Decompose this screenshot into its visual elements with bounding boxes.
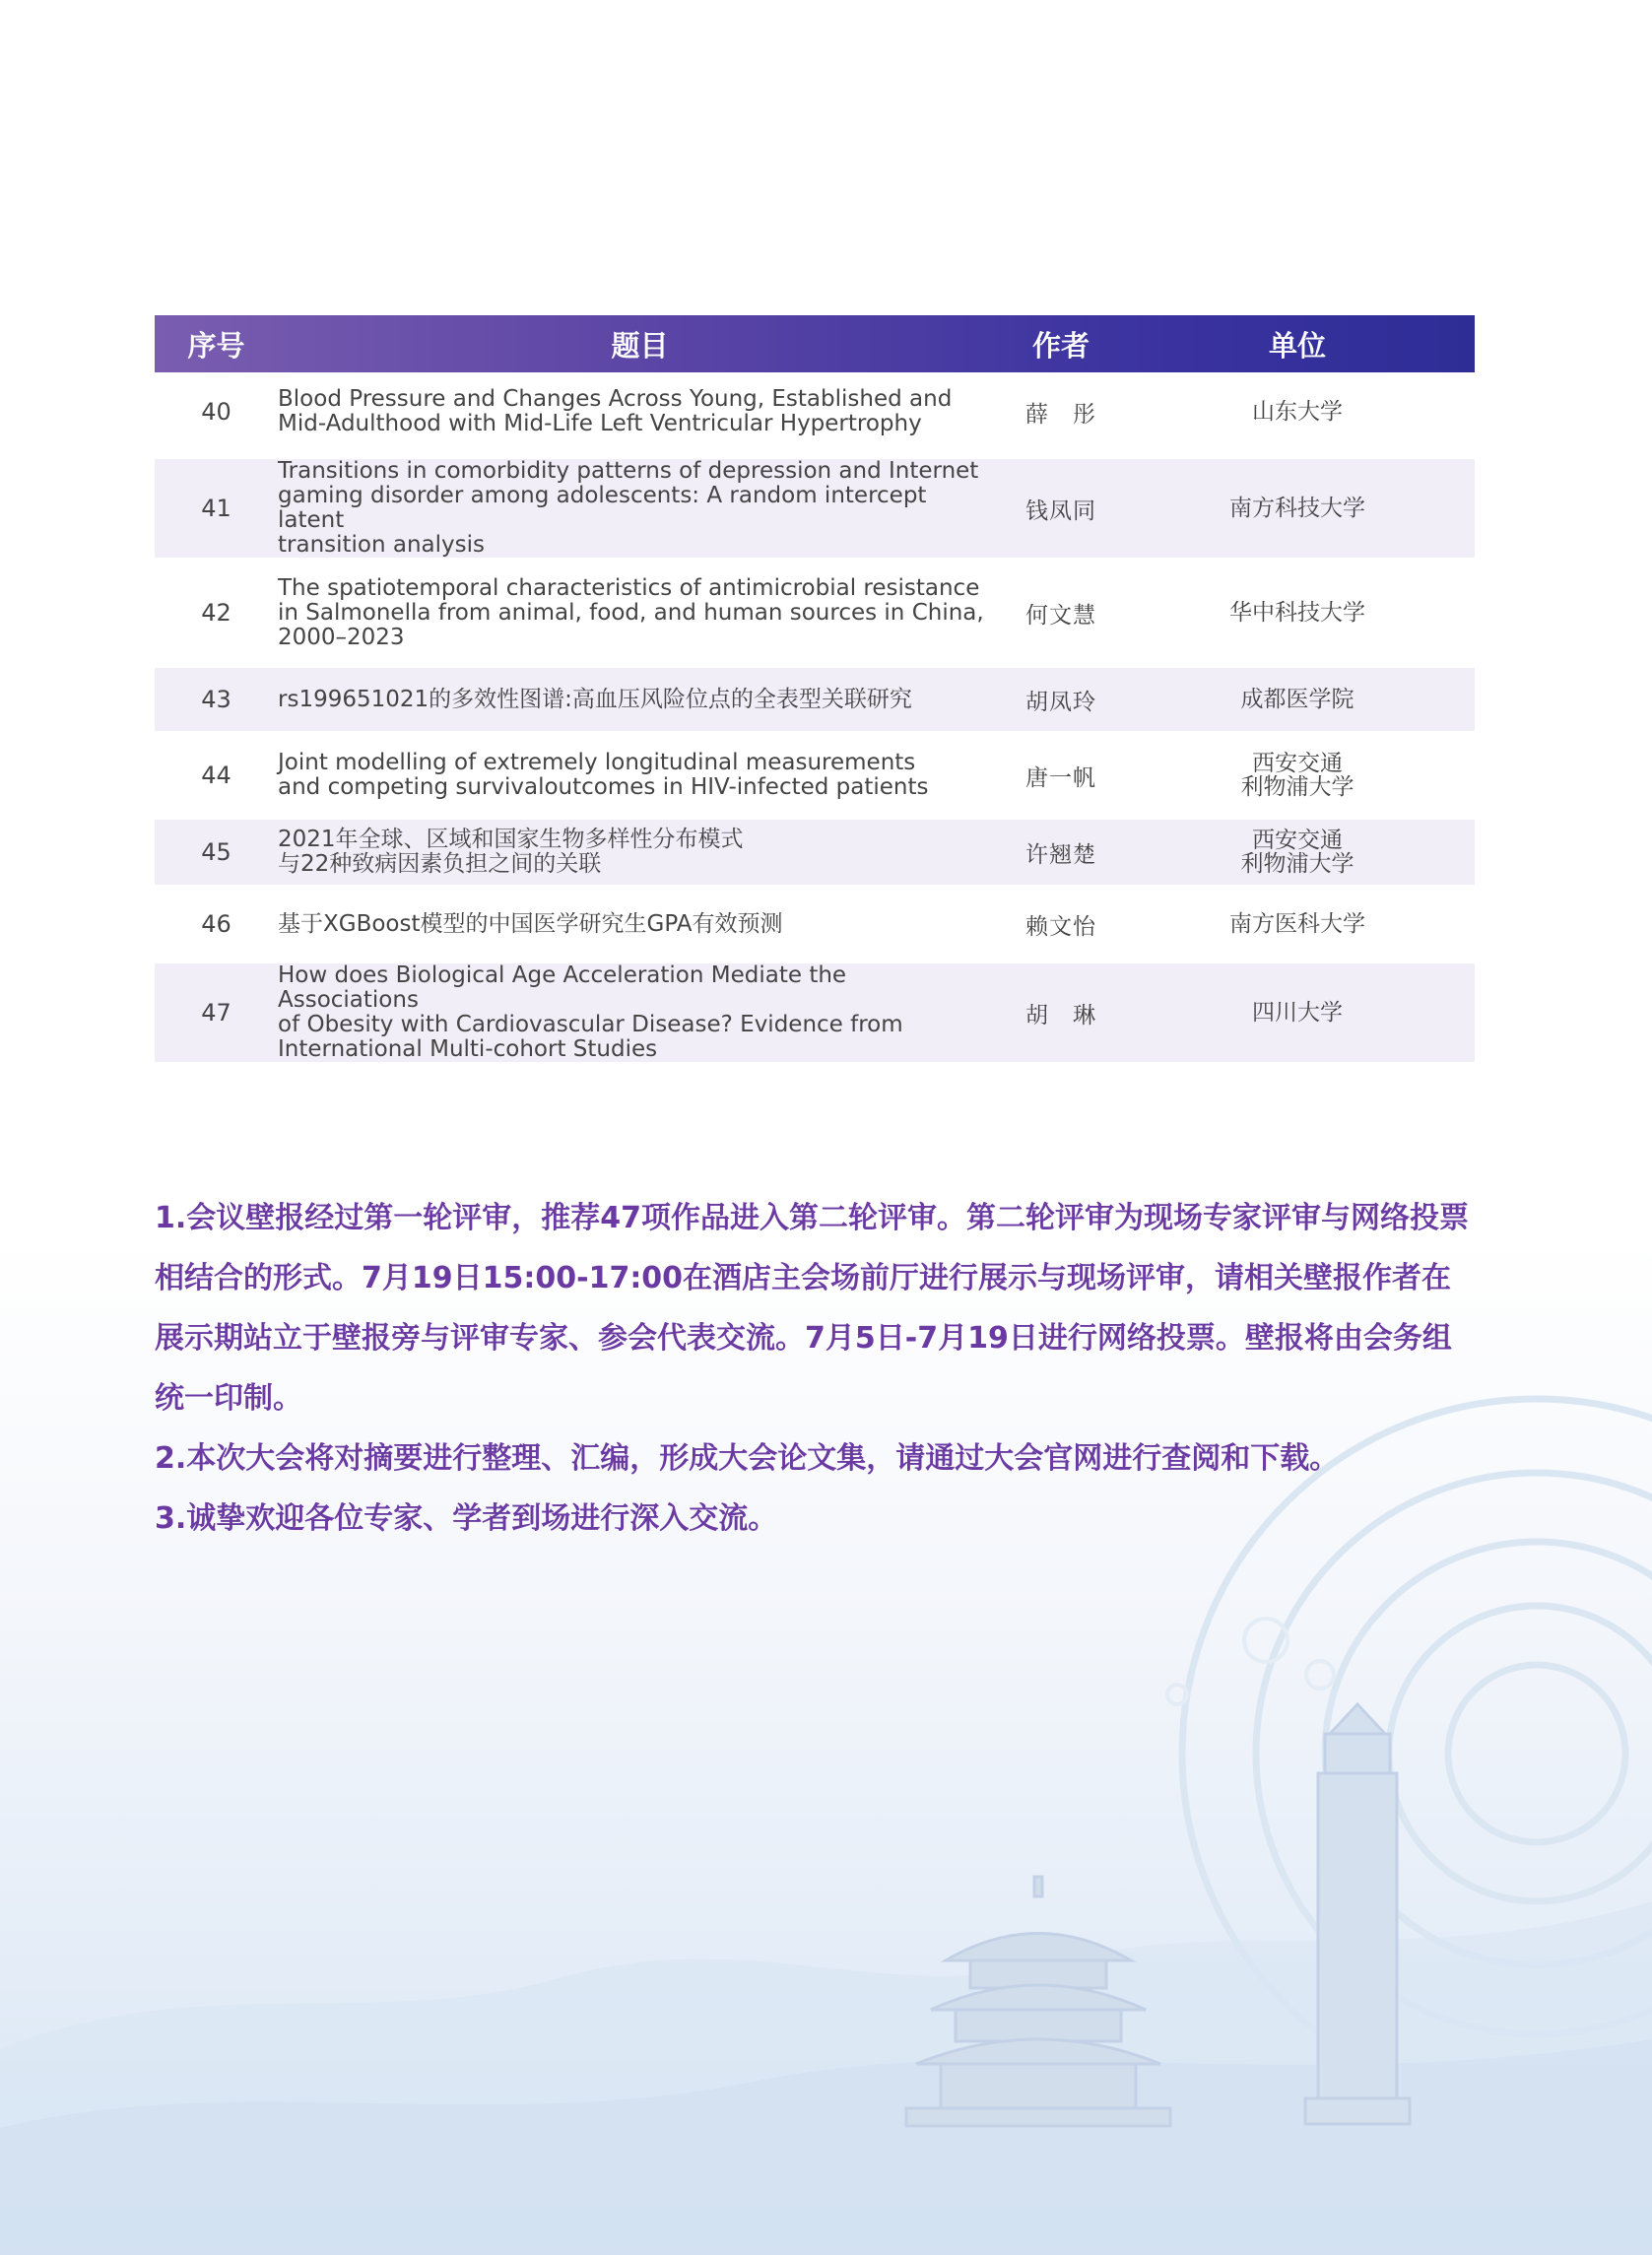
row-index: 41 xyxy=(201,495,231,522)
org-line: 南方科技大学 xyxy=(1229,496,1365,521)
org-line: 西安交通 xyxy=(1252,828,1343,853)
hills xyxy=(0,1901,1652,2255)
title-line: 2021年全球、区域和国家生物多样性分布模式 xyxy=(278,827,744,852)
row-author: 钱凤同 xyxy=(1025,497,1096,524)
org-line: 利物浦大学 xyxy=(1240,774,1355,800)
header-org: 单位 xyxy=(1268,328,1326,363)
row-title xyxy=(278,459,1002,558)
org-line: 成都医学院 xyxy=(1240,687,1355,712)
row-index: 40 xyxy=(201,398,231,426)
org-line: 四川大学 xyxy=(1252,1000,1343,1026)
note-paragraph: 2.本次大会将对摘要进行整理、汇编，形成大会论文集，请通过大会官网进行查阅和下载。 xyxy=(155,1441,1340,1476)
row-org xyxy=(1120,565,1475,660)
title-line: 基于XGBoost模型的中国医学研究生GPA有效预测 xyxy=(278,910,783,937)
row-title xyxy=(278,372,1002,451)
table-row xyxy=(155,820,1475,885)
org-line: 华中科技大学 xyxy=(1229,600,1365,626)
title-line: How does Biological Age Acceleration Mediate the Associations xyxy=(278,962,847,1013)
row-author: 薛 彤 xyxy=(1025,401,1096,428)
row-author: 许翘楚 xyxy=(1025,841,1096,868)
row-index: 46 xyxy=(201,910,231,938)
org-line: 西安交通 xyxy=(1252,751,1343,776)
title-line: of Obesity with Cardiovascular Disease? Evidence from xyxy=(278,1012,903,1037)
table-row xyxy=(155,893,1475,956)
table-header-row xyxy=(155,315,1475,372)
header-author: 作者 xyxy=(1031,328,1090,363)
row-index: 45 xyxy=(201,838,231,866)
row-title xyxy=(278,963,1002,1062)
table-row xyxy=(155,739,1475,812)
table-row xyxy=(155,372,1475,451)
row-org xyxy=(1120,963,1475,1062)
title-line: International Multi-cohort Studies xyxy=(278,1036,658,1062)
row-index: 47 xyxy=(201,999,231,1027)
row-author: 赖文怡 xyxy=(1025,913,1096,940)
note-paragraph: 1.会议壁报经过第一轮评审，推荐47项作品进入第二轮评审。第二轮评审为现场专家评审与网络投票相结合的形式。7月19日15:00-17:00在酒店主会场前厅进行展示与现场评审，请相关壁报作者在展示期站立于壁报旁与评审专家、参会代表交流。7月5日-7月19日进行网络投票。壁报将由会务组统一印制。 xyxy=(155,1201,1470,1416)
title-line: Mid-Adulthood with Mid-Life Left Ventricular Hypertrophy xyxy=(278,411,922,436)
row-title xyxy=(278,739,1002,812)
title-line: The spatiotemporal characteristics of antimicrobial resistance xyxy=(278,574,980,601)
title-line: in Salmonella from animal, food, and human sources in China, xyxy=(278,599,984,626)
row-title xyxy=(278,893,1002,956)
notes-section xyxy=(155,1188,1480,1549)
title-line: rs199651021的多效性图谱:高血压风险位点的全表型关联研究 xyxy=(278,686,912,712)
title-line: Transitions in comorbidity patterns of depression and Internet xyxy=(278,458,979,484)
title-line: transition analysis xyxy=(278,532,486,558)
row-author: 何文慧 xyxy=(1025,602,1096,629)
row-org xyxy=(1120,459,1475,558)
title-line: and competing survivaloutcomes in HIV-infected patients xyxy=(278,774,929,800)
row-index: 43 xyxy=(201,686,231,713)
table-row xyxy=(155,565,1475,660)
header-title: 题目 xyxy=(611,328,669,363)
org-line: 南方医科大学 xyxy=(1229,911,1365,937)
poster-table xyxy=(155,315,1475,1062)
temple-icon xyxy=(906,1877,1170,2126)
row-title xyxy=(278,565,1002,660)
row-title xyxy=(278,820,1002,885)
org-line: 山东大学 xyxy=(1252,399,1343,425)
row-org xyxy=(1120,668,1475,731)
row-author: 胡凤玲 xyxy=(1025,689,1096,715)
table-row xyxy=(155,459,1475,558)
title-line: 与22种致病因素负担之间的关联 xyxy=(278,851,602,877)
row-org xyxy=(1120,820,1475,885)
row-index: 42 xyxy=(201,599,231,627)
title-line: Blood Pressure and Changes Across Young, Established and xyxy=(278,386,953,412)
org-line: 利物浦大学 xyxy=(1240,851,1355,877)
row-title xyxy=(278,668,1002,731)
row-author: 唐一帆 xyxy=(1025,764,1096,791)
title-line: gaming disorder among adolescents: A random intercept latent xyxy=(278,483,927,533)
tower-icon xyxy=(1305,1704,1410,2124)
title-line: 2000–2023 xyxy=(278,624,405,650)
row-index: 44 xyxy=(201,762,231,789)
row-org xyxy=(1120,372,1475,451)
header-index: 序号 xyxy=(187,328,245,363)
table-row xyxy=(155,963,1475,1062)
table-row xyxy=(155,668,1475,731)
note-paragraph: 3.诚挚欢迎各位专家、学者到场进行深入交流。 xyxy=(155,1501,778,1536)
title-line: Joint modelling of extremely longitudinal measurements xyxy=(278,750,916,775)
row-org xyxy=(1120,739,1475,812)
row-author: 胡 琳 xyxy=(1025,1002,1096,1028)
row-org xyxy=(1120,893,1475,956)
